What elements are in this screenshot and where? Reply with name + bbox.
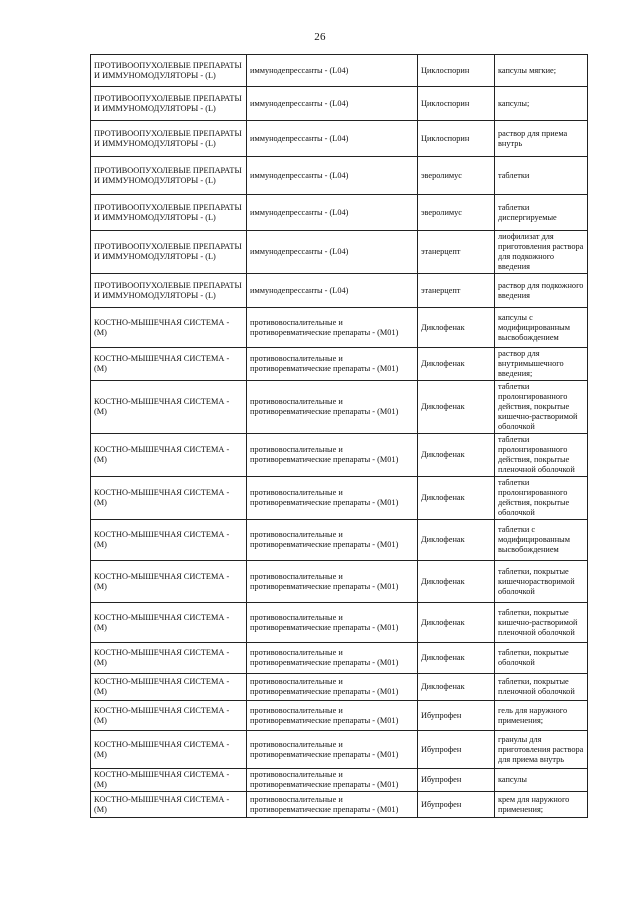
- subgroup-cell: иммунодепрессанты - (L04): [247, 195, 418, 231]
- table-row: [91, 308, 588, 348]
- group-cell: КОСТНО-МЫШЕЧНАЯ СИСТЕМА - (М): [91, 520, 247, 561]
- subgroup-cell: иммунодепрессанты - (L04): [247, 121, 418, 157]
- subgroup-cell: противовоспалительные и противоревматические препараты - (М01): [247, 603, 418, 643]
- group-cell: КОСТНО-МЫШЕЧНАЯ СИСТЕМА - (М): [91, 792, 247, 818]
- subgroup-cell: противовоспалительные и противоревматические препараты - (М01): [247, 308, 418, 348]
- subgroup-cell: иммунодепрессанты - (L04): [247, 55, 418, 87]
- subgroup-cell: противовоспалительные и противоревматические препараты - (М01): [247, 643, 418, 674]
- dosage-form-cell: раствор для подкожного введения: [495, 274, 588, 308]
- dosage-form-cell: таблетки: [495, 157, 588, 195]
- dosage-form-cell: лиофилизат для приготовления раствора для подкожного введения: [495, 231, 588, 274]
- substance-cell: этанерцепт: [418, 231, 495, 274]
- subgroup-cell: противовоспалительные и противоревматические препараты - (М01): [247, 674, 418, 701]
- substance-cell: Циклоспорин: [418, 87, 495, 121]
- dosage-form-cell: таблетки, покрытые пленочной оболочкой: [495, 674, 588, 701]
- table-row: [91, 195, 588, 231]
- table-row: [91, 561, 588, 603]
- subgroup-cell: противовоспалительные и противоревматические препараты - (М01): [247, 520, 418, 561]
- dosage-form-cell: таблетки диспергируемые: [495, 195, 588, 231]
- table-row: [91, 731, 588, 769]
- drug-table: [90, 54, 588, 818]
- group-cell: ПРОТИВООПУХОЛЕВЫЕ ПРЕПАРАТЫ И ИММУНОМОДУЛЯТОРЫ - (L): [91, 55, 247, 87]
- table-row: [91, 769, 588, 792]
- table-row: [91, 274, 588, 308]
- substance-cell: этанерцепт: [418, 274, 495, 308]
- table-row: [91, 701, 588, 731]
- subgroup-cell: противовоспалительные и противоревматические препараты - (М01): [247, 769, 418, 792]
- group-cell: КОСТНО-МЫШЕЧНАЯ СИСТЕМА - (М): [91, 643, 247, 674]
- dosage-form-cell: гель для наружного применения;: [495, 701, 588, 731]
- subgroup-cell: противовоспалительные и противоревматические препараты - (М01): [247, 701, 418, 731]
- table-row: [91, 520, 588, 561]
- substance-cell: эверолимус: [418, 195, 495, 231]
- group-cell: ПРОТИВООПУХОЛЕВЫЕ ПРЕПАРАТЫ И ИММУНОМОДУЛЯТОРЫ - (L): [91, 274, 247, 308]
- subgroup-cell: иммунодепрессанты - (L04): [247, 87, 418, 121]
- page-number: 26: [314, 31, 326, 43]
- table-row: [91, 381, 588, 434]
- substance-cell: Циклоспорин: [418, 121, 495, 157]
- group-cell: КОСТНО-МЫШЕЧНАЯ СИСТЕМА - (М): [91, 731, 247, 769]
- table-row: [91, 674, 588, 701]
- subgroup-cell: иммунодепрессанты - (L04): [247, 274, 418, 308]
- table-row: [91, 792, 588, 818]
- subgroup-cell: противовоспалительные и противоревматические препараты - (М01): [247, 348, 418, 381]
- dosage-form-cell: крем для наружного применения;: [495, 792, 588, 818]
- substance-cell: Диклофенак: [418, 348, 495, 381]
- group-cell: КОСТНО-МЫШЕЧНАЯ СИСТЕМА - (М): [91, 477, 247, 520]
- substance-cell: Ибупрофен: [418, 792, 495, 818]
- dosage-form-cell: таблетки, покрытые кишечнорастворимой оболочкой: [495, 561, 588, 603]
- dosage-form-cell: таблетки пролонгированного действия, покрытые оболочкой: [495, 477, 588, 520]
- group-cell: ПРОТИВООПУХОЛЕВЫЕ ПРЕПАРАТЫ И ИММУНОМОДУЛЯТОРЫ - (L): [91, 87, 247, 121]
- dosage-form-cell: гранулы для приготовления раствора для приема внутрь: [495, 731, 588, 769]
- table-row: [91, 477, 588, 520]
- dosage-form-cell: капсулы: [495, 769, 588, 792]
- dosage-form-cell: раствор для внутримышечного введения;: [495, 348, 588, 381]
- table-row: [91, 55, 588, 87]
- dosage-form-cell: капсулы с модифицированным высвобождением: [495, 308, 588, 348]
- group-cell: ПРОТИВООПУХОЛЕВЫЕ ПРЕПАРАТЫ И ИММУНОМОДУЛЯТОРЫ - (L): [91, 195, 247, 231]
- subgroup-cell: противовоспалительные и противоревматические препараты - (М01): [247, 731, 418, 769]
- dosage-form-cell: раствор для приема внутрь: [495, 121, 588, 157]
- table-row: [91, 603, 588, 643]
- subgroup-cell: противовоспалительные и противоревматические препараты - (М01): [247, 561, 418, 603]
- dosage-form-cell: таблетки пролонгированного действия, покрытые пленочной оболочкой: [495, 434, 588, 477]
- table-row: [91, 157, 588, 195]
- table-row: [91, 348, 588, 381]
- group-cell: КОСТНО-МЫШЕЧНАЯ СИСТЕМА - (М): [91, 308, 247, 348]
- subgroup-cell: противовоспалительные и противоревматические препараты - (М01): [247, 434, 418, 477]
- substance-cell: Ибупрофен: [418, 701, 495, 731]
- substance-cell: эверолимус: [418, 157, 495, 195]
- substance-cell: Диклофенак: [418, 561, 495, 603]
- substance-cell: Диклофенак: [418, 674, 495, 701]
- dosage-form-cell: таблетки, покрытые кишечно-растворимой пленочной оболочкой: [495, 603, 588, 643]
- substance-cell: Диклофенак: [418, 434, 495, 477]
- group-cell: КОСТНО-МЫШЕЧНАЯ СИСТЕМА - (М): [91, 381, 247, 434]
- dosage-form-cell: таблетки, покрытые оболочкой: [495, 643, 588, 674]
- group-cell: КОСТНО-МЫШЕЧНАЯ СИСТЕМА - (М): [91, 701, 247, 731]
- subgroup-cell: противовоспалительные и противоревматические препараты - (М01): [247, 381, 418, 434]
- substance-cell: Диклофенак: [418, 477, 495, 520]
- dosage-form-cell: капсулы;: [495, 87, 588, 121]
- substance-cell: Циклоспорин: [418, 55, 495, 87]
- subgroup-cell: иммунодепрессанты - (L04): [247, 231, 418, 274]
- substance-cell: Диклофенак: [418, 381, 495, 434]
- table-row: [91, 434, 588, 477]
- substance-cell: Диклофенак: [418, 603, 495, 643]
- table-row: [91, 643, 588, 674]
- substance-cell: Ибупрофен: [418, 769, 495, 792]
- group-cell: ПРОТИВООПУХОЛЕВЫЕ ПРЕПАРАТЫ И ИММУНОМОДУЛЯТОРЫ - (L): [91, 231, 247, 274]
- group-cell: ПРОТИВООПУХОЛЕВЫЕ ПРЕПАРАТЫ И ИММУНОМОДУЛЯТОРЫ - (L): [91, 157, 247, 195]
- subgroup-cell: иммунодепрессанты - (L04): [247, 157, 418, 195]
- subgroup-cell: противовоспалительные и противоревматические препараты - (М01): [247, 792, 418, 818]
- group-cell: ПРОТИВООПУХОЛЕВЫЕ ПРЕПАРАТЫ И ИММУНОМОДУЛЯТОРЫ - (L): [91, 121, 247, 157]
- group-cell: КОСТНО-МЫШЕЧНАЯ СИСТЕМА - (М): [91, 603, 247, 643]
- substance-cell: Диклофенак: [418, 520, 495, 561]
- group-cell: КОСТНО-МЫШЕЧНАЯ СИСТЕМА - (М): [91, 769, 247, 792]
- group-cell: КОСТНО-МЫШЕЧНАЯ СИСТЕМА - (М): [91, 348, 247, 381]
- table-body: [91, 55, 588, 818]
- group-cell: КОСТНО-МЫШЕЧНАЯ СИСТЕМА - (М): [91, 561, 247, 603]
- table-row: [91, 231, 588, 274]
- table-row: [91, 121, 588, 157]
- table-row: [91, 87, 588, 121]
- group-cell: КОСТНО-МЫШЕЧНАЯ СИСТЕМА - (М): [91, 434, 247, 477]
- substance-cell: Ибупрофен: [418, 731, 495, 769]
- dosage-form-cell: таблетки с модифицированным высвобождением: [495, 520, 588, 561]
- substance-cell: Диклофенак: [418, 308, 495, 348]
- group-cell: КОСТНО-МЫШЕЧНАЯ СИСТЕМА - (М): [91, 674, 247, 701]
- dosage-form-cell: капсулы мягкие;: [495, 55, 588, 87]
- subgroup-cell: противовоспалительные и противоревматические препараты - (М01): [247, 477, 418, 520]
- dosage-form-cell: таблетки пролонгированного действия, покрытые кишечно-растворимой оболочкой: [495, 381, 588, 434]
- substance-cell: Диклофенак: [418, 643, 495, 674]
